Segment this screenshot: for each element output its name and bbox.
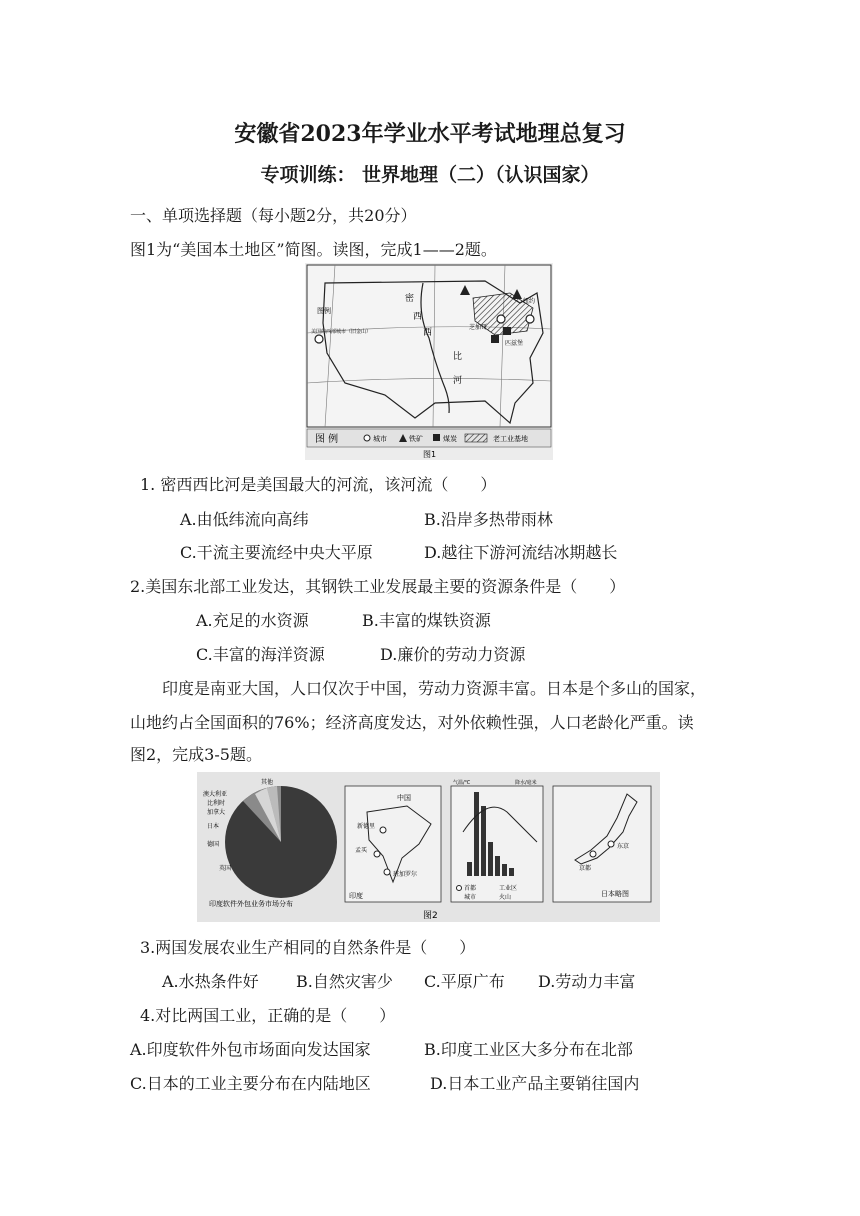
japan-map-label-tokyo: 东京 — [617, 843, 630, 850]
question-4-option-a[interactable]: A.印度软件外包市场面向发达国家 — [130, 1040, 371, 1059]
coal-marker — [503, 327, 511, 335]
question-3-stem: 3.两国发展农业生产相同的自然条件是（ ） — [140, 938, 476, 957]
section-heading: 一、单项选择题（每小题2分，共20分） — [130, 206, 417, 225]
figure2-caption: 图2 — [423, 911, 438, 921]
question-1-stem: 1. 密西西比河是美国最大的河流，该河流（ ） — [140, 475, 497, 494]
map-legend-label: 图例 — [317, 307, 331, 315]
question-4-stem: 4.对比两国工业，正确的是（ ） — [140, 1006, 396, 1025]
map-label-newyork: 纽约 — [523, 298, 536, 305]
pie-label-uk: 英国 — [219, 865, 232, 872]
river-char-5: 河 — [453, 376, 463, 386]
question-1-option-b[interactable]: B.沿岸多热带雨林 — [424, 510, 553, 529]
legend-city-icon — [364, 435, 370, 441]
legend-title: 图 例 — [315, 434, 339, 445]
question-3-option-a[interactable]: A.水热条件好 — [162, 972, 259, 991]
coal-marker — [491, 335, 499, 343]
city-kyoto-marker — [590, 851, 596, 857]
climate-legend-volcano: 火山 — [499, 894, 512, 901]
question-2-option-b[interactable]: B.丰富的煤铁资源 — [362, 611, 491, 630]
question-2-option-d[interactable]: D.廉价的劳动力资源 — [380, 645, 526, 664]
river-char-2: 西 — [413, 312, 423, 322]
climate-chart — [451, 779, 543, 902]
question-2-stem: 2.美国东北部工业发达，其钢铁工业发展最主要的资源条件是（ ） — [130, 577, 626, 596]
river-char-1: 密 — [405, 294, 415, 304]
figure1-us-map — [305, 263, 553, 460]
question-3-option-d[interactable]: D.劳动力丰富 — [538, 972, 636, 991]
legend-iron-label: 铁矿 — [409, 435, 423, 443]
climate-legend-capital: 首都 — [464, 885, 477, 892]
passage-line-1: 印度是南亚大国，人口仅次于中国，劳动力资源丰富。日本是个多山的国家， — [162, 679, 707, 698]
river-char-3: 西 — [423, 328, 433, 338]
figure1-intro: 图1为“美国本土地区”简图。读图，完成1——2题。 — [130, 240, 497, 259]
question-3-option-c[interactable]: C.平原广布 — [424, 972, 505, 991]
pie-label-belgium: 比利时 — [207, 800, 226, 807]
pie-label-japan: 日本 — [207, 823, 220, 830]
city-newdelhi-marker — [380, 827, 386, 833]
india-map-label-bangalore: 班加罗尔 — [393, 871, 418, 878]
precip-bar — [509, 868, 514, 876]
figure2-svg — [197, 772, 660, 922]
question-1-option-d[interactable]: D.越往下游河流结冰期越长 — [424, 543, 618, 562]
city-mumbai-marker — [374, 851, 380, 857]
question-4-option-d[interactable]: D.日本工业产品主要销往国内 — [430, 1074, 640, 1093]
river-char-4: 比 — [453, 352, 463, 362]
japan-map-caption: 日本略图 — [601, 890, 629, 898]
question-4-option-c[interactable]: C.日本的工业主要分布在内陆地区 — [130, 1074, 371, 1093]
question-4-option-b[interactable]: B.印度工业区大多分布在北部 — [424, 1040, 633, 1059]
climate-legend-industrial: 工业区 — [499, 885, 518, 892]
question-2-option-a[interactable]: A.充足的水资源 — [196, 611, 309, 630]
legend-capital-icon — [457, 886, 462, 891]
pie-label-other: 其他 — [261, 779, 274, 786]
legend-industrial-label: 老工业基地 — [493, 435, 528, 443]
page-title: 安徽省2023年学业水平考试地理总复习 — [234, 121, 626, 147]
legend-coal-icon — [433, 434, 440, 441]
figure1-caption: 图1 — [423, 450, 437, 459]
pie-chart — [203, 778, 357, 908]
question-1-option-c[interactable]: C.干流主要流经中央大平原 — [180, 543, 373, 562]
india-map-label-mumbai: 孟买 — [355, 847, 368, 854]
pie-caption: 印度软件外包业务市场分布 — [209, 900, 293, 908]
precip-bar — [502, 864, 507, 876]
map-label-chicago: 芝加哥 — [469, 324, 488, 331]
map-label-pittsburgh: 匹兹堡 — [505, 340, 524, 347]
page-subtitle: 专项训练： 世界地理（二）（认识国家） — [260, 164, 600, 186]
climate-label-precip: 降水/毫米 — [515, 780, 537, 786]
india-map-caption: 印度 — [349, 892, 363, 900]
legend-city-label: 城市 — [373, 435, 387, 443]
legend-industrial-icon — [465, 434, 487, 442]
question-3-option-b[interactable]: B.自然灾害少 — [296, 972, 393, 991]
city-marker — [526, 315, 534, 323]
city-label-sf: 美国的西部城市（旧金山） — [311, 329, 372, 335]
city-bangalore-marker — [384, 869, 390, 875]
passage-line-2: 山地约占全国面积的76%；经济高度发达，对外依赖性强，人口老龄化严重。读 — [130, 713, 694, 732]
climate-label-temp: 气温/℃ — [453, 780, 471, 786]
city-marker — [315, 335, 323, 343]
pie-label-canada: 加拿大 — [207, 809, 226, 816]
legend-coal-label: 煤炭 — [443, 435, 457, 443]
precip-bar — [495, 856, 500, 876]
pie-label-australia: 澳大利亚 — [203, 791, 228, 798]
india-map-label-china: 中国 — [397, 794, 411, 802]
pie-label-germany: 德国 — [207, 841, 220, 848]
japan-map — [553, 786, 651, 902]
precip-bar — [467, 862, 472, 876]
japan-map-label-kyoto: 京都 — [579, 865, 592, 872]
city-marker — [497, 315, 505, 323]
city-tokyo-marker — [608, 841, 614, 847]
climate-legend-city: 城市 — [464, 894, 477, 901]
question-1-option-a[interactable]: A.由低纬流向高纬 — [180, 510, 309, 529]
precip-bar — [488, 842, 493, 876]
us-map-svg — [305, 263, 553, 460]
precip-bar — [474, 792, 479, 876]
passage-line-3: 图2，完成3-5题。 — [130, 745, 262, 764]
figure2-panel — [197, 772, 660, 922]
question-2-option-c[interactable]: C.丰富的海洋资源 — [196, 645, 325, 664]
india-map — [345, 786, 441, 902]
india-map-label-newdelhi: 新德里 — [357, 823, 376, 830]
precip-bar — [481, 806, 486, 876]
